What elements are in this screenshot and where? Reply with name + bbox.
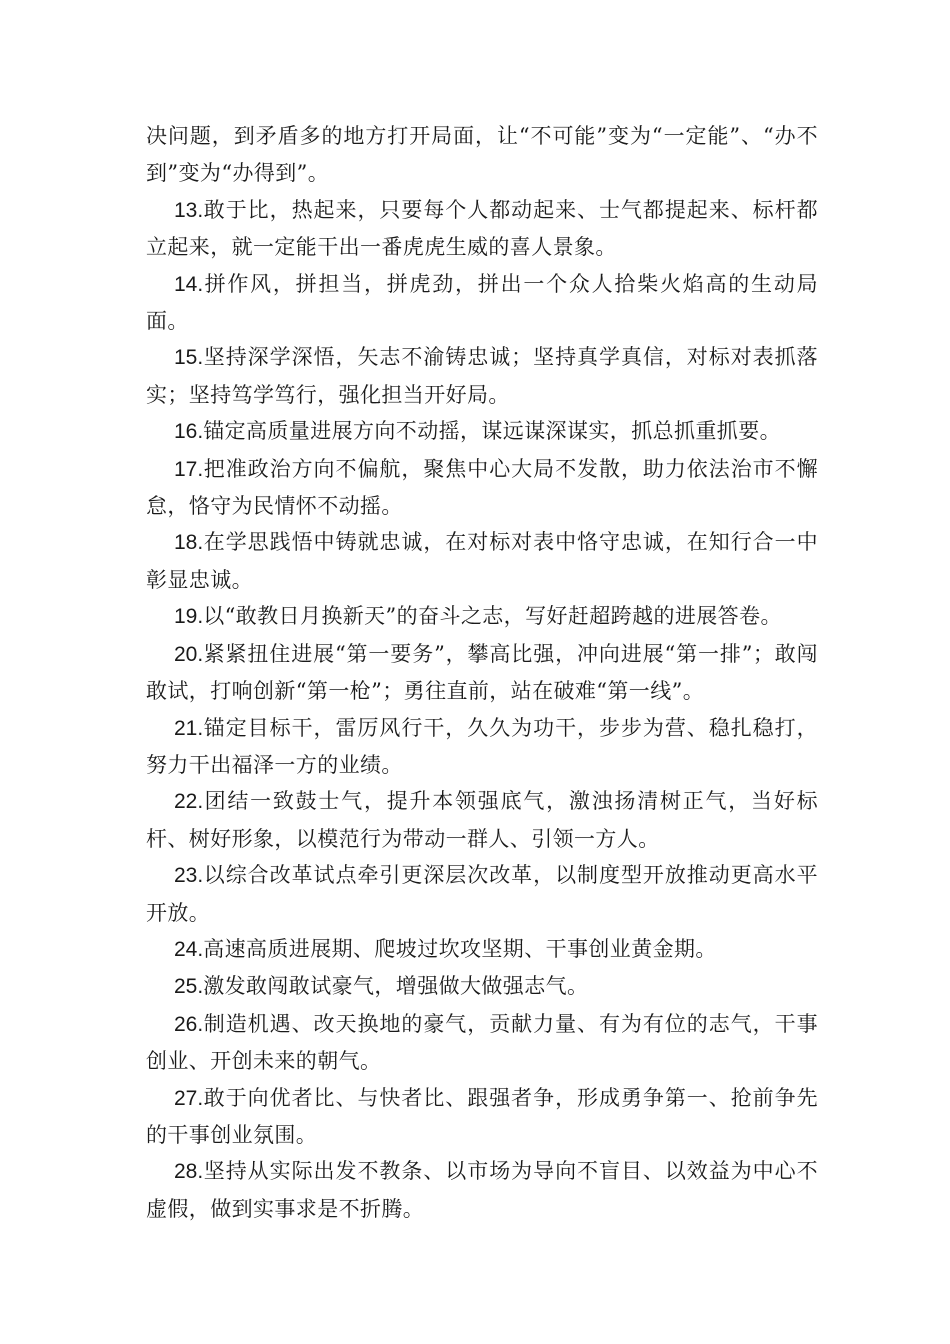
paragraph-number: 15.	[174, 346, 204, 370]
paragraph	[146, 451, 818, 525]
paragraph-number: 21.	[174, 716, 204, 740]
paragraph-number: 23.	[174, 864, 204, 888]
paragraph-text: 以综合改革试点牵引更深层次改革，以制度型开放推动更高水平开放。	[146, 863, 818, 925]
paragraph-number: 16.	[174, 420, 204, 444]
paragraph-text: 坚持深学深悟，矢志不渝铸忠诚；坚持真学真信，对标对表抓落实；坚持笃学笃行，强化担当开好局。	[146, 345, 818, 407]
paragraph	[146, 1080, 818, 1154]
paragraph-text: 把准政治方向不偏航，聚焦中心大局不发散，助力依法治市不懈怠，恪守为民情怀不动摇。	[146, 456, 818, 519]
paragraph-number: 19.	[174, 605, 204, 629]
paragraph-text: 紧紧扭住进展“第一要务”，攀高比强，冲向进展“第一排”；敢闯敢试，打响创新“第一枪”；勇往直前，站在破难“第一线”。	[146, 641, 818, 704]
paragraph-number: 24.	[174, 937, 204, 961]
paragraph-text: 坚持从实际出发不教条、以市场为导向不盲目、以效益为中心不虚假，做到实事求是不折腾。	[146, 1159, 818, 1221]
paragraph	[146, 710, 818, 784]
paragraph	[146, 413, 818, 450]
paragraph-number: 20.	[174, 642, 204, 666]
paragraph-text: 敢于比，热起来，只要每个人都动起来、士气都提起来、标杆都立起来，就一定能干出一番虎虎生威的喜人景象。	[146, 197, 818, 260]
paragraph	[146, 266, 818, 340]
paragraph	[146, 598, 818, 635]
paragraph	[146, 524, 818, 598]
paragraph	[146, 636, 818, 710]
paragraph-text: 以“敢教日月换新天”的奋斗之志，写好赶超跨越的进展答卷。	[203, 604, 782, 629]
paragraph	[146, 968, 818, 1005]
paragraph-number: 17.	[174, 457, 204, 481]
paragraph-number: 13.	[174, 198, 204, 222]
paragraph-text: 决问题，到矛盾多的地方打开局面，让“不可能”变为“一定能”、“办不到”变为“办得到”。	[146, 124, 818, 186]
paragraph-text: 激发敢闯敢试豪气，增强做大做强志气。	[203, 974, 589, 999]
paragraph	[146, 783, 818, 857]
paragraph	[146, 1153, 818, 1227]
paragraph-text: 在学思践悟中铸就忠诚，在对标对表中恪守忠诚，在知行合一中彰显忠诚。	[146, 530, 818, 592]
paragraph	[146, 1006, 818, 1080]
paragraph-number: 25.	[174, 975, 204, 999]
paragraph-text: 锚定目标干，雷厉风行干，久久为功干，步步为营、稳扎稳打，努力干出福泽一方的业绩。	[146, 715, 818, 777]
paragraph	[146, 339, 818, 413]
paragraph	[146, 118, 818, 192]
paragraph-text: 敢于向优者比、与快者比、跟强者争，形成勇争第一、抢前争先的干事创业氛围。	[146, 1085, 818, 1147]
paragraph-number: 28.	[174, 1160, 204, 1184]
paragraph-text: 制造机遇、改天换地的豪气，贡献力量、有为有位的志气，干事创业、开创未来的朝气。	[146, 1011, 818, 1074]
paragraph-number: 22.	[174, 790, 204, 814]
paragraph-number: 14.	[174, 272, 204, 296]
paragraph	[146, 857, 818, 931]
paragraph-number: 18.	[174, 531, 204, 555]
paragraph-text: 拼作风，拼担当，拼虎劲，拼出一个众人拾柴火焰高的生动局面。	[146, 271, 818, 334]
paragraph-number: 27.	[174, 1086, 204, 1110]
paragraph-text: 高速高质进展期、爬坡过坎攻坚期、干事创业黄金期。	[203, 936, 717, 961]
paragraph-text: 团结一致鼓士气，提升本领强底气，激浊扬清树正气，当好标杆、树好形象，以模范行为带动一群人、引领一方人。	[146, 789, 818, 851]
paragraph	[146, 931, 818, 968]
paragraph-number: 26.	[174, 1012, 204, 1036]
paragraph-text: 锚定高质量进展方向不动摇，谋远谋深谋实，抓总抓重抓要。	[203, 419, 782, 444]
document-body	[146, 118, 818, 1227]
paragraph	[146, 192, 818, 266]
